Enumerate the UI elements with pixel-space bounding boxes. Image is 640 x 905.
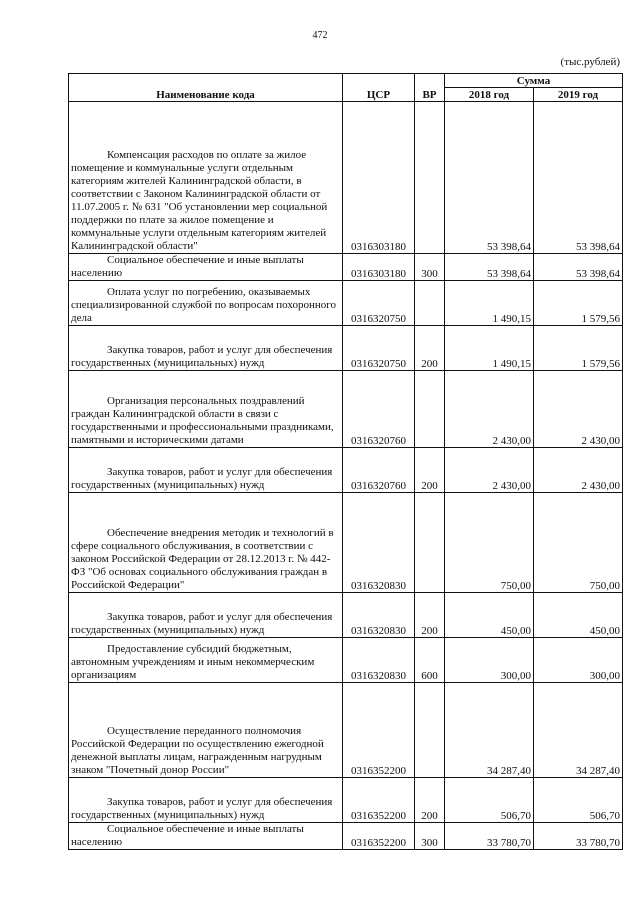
row-sum-2019: 300,00 <box>534 638 623 683</box>
table-row <box>69 683 623 778</box>
row-vr: 600 <box>415 638 445 683</box>
row-sum-2018: 1 490,15 <box>445 281 534 326</box>
row-csr: 0316352200 <box>343 683 415 778</box>
row-name <box>69 638 343 683</box>
row-csr: 0316320830 <box>343 493 415 593</box>
row-csr: 0316352200 <box>343 778 415 823</box>
table-row <box>69 493 623 593</box>
row-sum-2019: 1 579,56 <box>534 281 623 326</box>
row-sum-2018: 34 287,40 <box>445 683 534 778</box>
row-name <box>69 778 343 823</box>
row-csr: 0316320750 <box>343 281 415 326</box>
row-csr: 0316352200 <box>343 823 415 850</box>
row-vr: 200 <box>415 593 445 638</box>
header-year-2018: 2018 год <box>445 88 534 102</box>
row-vr <box>415 281 445 326</box>
header-name: Наименование кода <box>69 74 343 102</box>
row-vr <box>415 102 445 254</box>
row-name <box>69 448 343 493</box>
row-sum-2018: 33 780,70 <box>445 823 534 850</box>
row-name-text: Обеспечение внедрения методик и технологий в сфере социального обслуживания, в соответствии с законом Российской Федерации от 28.12.2013 г. № 442-ФЗ "Об основах социального обслуживания граждан в Российской Федерации" <box>71 527 334 591</box>
row-name-text: Закупка товаров, работ и услуг для обеспечения государственных (муниципальных) нужд <box>71 796 333 821</box>
row-name-text: Предоставление субсидий бюджетным, автономным учреждениям и иным некоммерческим организациям <box>71 643 315 681</box>
table-row <box>69 326 623 371</box>
row-name-text: Компенсация расходов по оплате за жилое помещение и коммунальные услуги отдельным категориям жителей Калининградской области, в соответствии с Законом Калининградской области от 11.07.2005 г. № 631 "Об установлении мер социальной поддержки по плате за жилое помещение и коммунальные услуги отдельным категориям жителей Калининградской области" <box>71 149 328 252</box>
table-row <box>69 638 623 683</box>
table-row <box>69 371 623 448</box>
row-name <box>69 102 343 254</box>
row-name-text: Закупка товаров, работ и услуг для обеспечения государственных (муниципальных) нужд <box>71 344 333 369</box>
row-csr: 0316320830 <box>343 638 415 683</box>
row-name <box>69 281 343 326</box>
table-row <box>69 281 623 326</box>
table-row <box>69 254 623 281</box>
row-name-text: Закупка товаров, работ и услуг для обеспечения государственных (муниципальных) нужд <box>71 611 333 636</box>
row-sum-2018: 1 490,15 <box>445 326 534 371</box>
row-vr <box>415 493 445 593</box>
row-sum-2018: 53 398,64 <box>445 254 534 281</box>
row-sum-2019: 34 287,40 <box>534 683 623 778</box>
row-csr: 0316320760 <box>343 448 415 493</box>
table-row <box>69 102 623 254</box>
row-vr <box>415 371 445 448</box>
row-csr: 0316303180 <box>343 102 415 254</box>
row-vr: 300 <box>415 823 445 850</box>
row-sum-2018: 53 398,64 <box>445 102 534 254</box>
table-row <box>69 823 623 850</box>
row-sum-2019: 506,70 <box>534 778 623 823</box>
units-label: (тыс.рублей) <box>560 56 620 68</box>
row-csr: 0316320830 <box>343 593 415 638</box>
row-sum-2018: 450,00 <box>445 593 534 638</box>
row-sum-2019: 33 780,70 <box>534 823 623 850</box>
row-csr: 0316303180 <box>343 254 415 281</box>
row-sum-2018: 750,00 <box>445 493 534 593</box>
row-sum-2019: 53 398,64 <box>534 254 623 281</box>
row-name-text: Оплата услуг по погребению, оказываемых специализированной службой по вопросам похоронного дела <box>71 286 336 324</box>
row-sum-2018: 2 430,00 <box>445 448 534 493</box>
header-vr: ВР <box>415 74 445 102</box>
row-sum-2019: 2 430,00 <box>534 371 623 448</box>
row-csr: 0316320750 <box>343 326 415 371</box>
row-sum-2018: 2 430,00 <box>445 371 534 448</box>
page-number: 472 <box>312 30 328 41</box>
row-sum-2019: 450,00 <box>534 593 623 638</box>
row-sum-2019: 53 398,64 <box>534 102 623 254</box>
row-vr: 300 <box>415 254 445 281</box>
row-name <box>69 493 343 593</box>
row-name-text: Осуществление переданного полномочия Российской Федерации по осуществлению ежегодной денежной выплаты лицам, награжденным нагрудным знаком "Почетный донор России" <box>71 725 324 776</box>
row-sum-2019: 750,00 <box>534 493 623 593</box>
row-vr <box>415 683 445 778</box>
row-name-text: Организация персональных поздравлений граждан Калининградской области в связи с государственными и профессиональными праздниками, памятными и историческими датами <box>71 395 334 446</box>
header-csr: ЦСР <box>343 74 415 102</box>
row-name-text: Социальное обеспечение и иные выплаты населению <box>71 823 304 848</box>
table-row <box>69 593 623 638</box>
row-sum-2018: 506,70 <box>445 778 534 823</box>
row-name <box>69 593 343 638</box>
table-row <box>69 448 623 493</box>
row-name <box>69 254 343 281</box>
row-vr: 200 <box>415 778 445 823</box>
row-name <box>69 371 343 448</box>
budget-table <box>68 73 623 850</box>
row-name-text: Социальное обеспечение и иные выплаты населению <box>71 254 304 279</box>
row-sum-2019: 2 430,00 <box>534 448 623 493</box>
row-vr: 200 <box>415 448 445 493</box>
row-name <box>69 683 343 778</box>
row-vr: 200 <box>415 326 445 371</box>
row-sum-2018: 300,00 <box>445 638 534 683</box>
row-csr: 0316320760 <box>343 371 415 448</box>
header-year-2019: 2019 год <box>534 88 623 102</box>
row-sum-2019: 1 579,56 <box>534 326 623 371</box>
row-name <box>69 326 343 371</box>
row-name-text: Закупка товаров, работ и услуг для обеспечения государственных (муниципальных) нужд <box>71 466 333 491</box>
row-name <box>69 823 343 850</box>
table-row <box>69 778 623 823</box>
header-sum: Сумма <box>445 74 623 88</box>
